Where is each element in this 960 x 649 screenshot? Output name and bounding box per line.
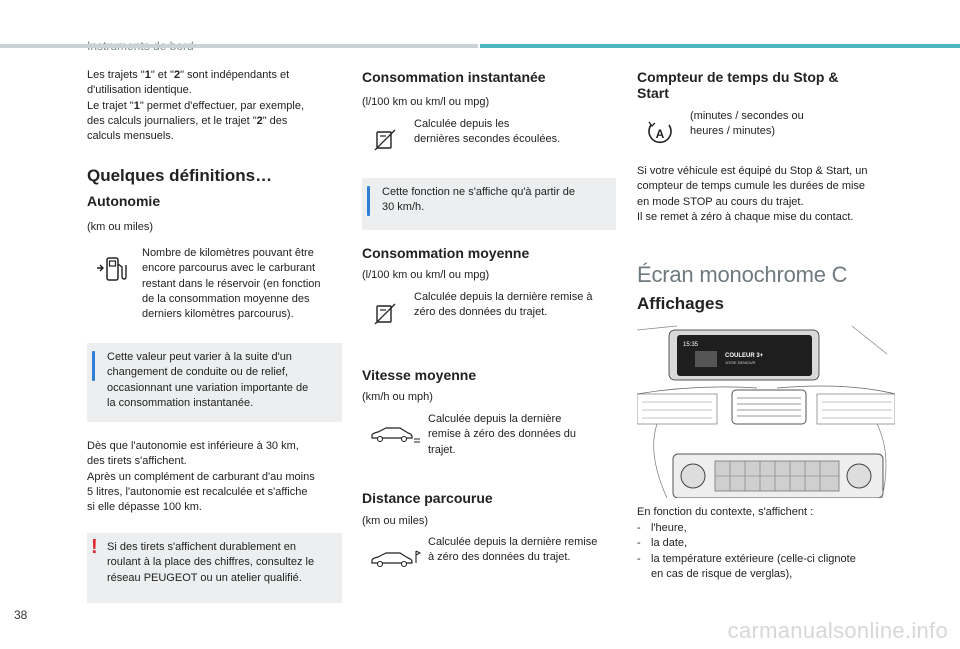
- desc-distance-parcourue: Calculée depuis la dernière remise à zéro des données du trajet.: [428, 536, 598, 564]
- unit-conso-instantanee: (l/100 km ou km/l ou mpg): [362, 96, 490, 108]
- stop-start-icon: [646, 119, 674, 152]
- heading-distance-parcourue: Distance parcourue: [362, 490, 493, 506]
- intro-paragraph: Les trajets "1" et "2" sont indépendants et d'utilisation identique. Le trajet "1" permet d'effectuer, par exemple, des calculs journaliers, et le trajet "2" des calculs mensuels.: [87, 69, 305, 143]
- desc-conso-instantanee: Calculée depuis les dernières secondes écoulées.: [414, 118, 561, 146]
- car-distance-icon: [370, 549, 422, 574]
- section-heading-definitions: Quelques définitions…: [87, 166, 273, 185]
- list-item: - la date,: [637, 537, 688, 550]
- display-list: [637, 521, 895, 582]
- fuel-consumption-icon: [374, 129, 396, 156]
- car-speed-icon: [370, 426, 422, 449]
- header-rule-left: [0, 44, 478, 48]
- heading-stop-start: Compteur de temps du Stop & Start: [637, 69, 839, 101]
- desc-conso-moyenne: Calculée depuis la dernière remise à zéro des données du trajet.: [414, 291, 593, 319]
- paragraph-tirets: Dès que l'autonomie est inférieure à 30 km, des tirets s'affichent. Après un complément de carburant d'au moins 5 litres, l'autonomie est recalculée et s'affiche si elle dépasse 100 km.: [87, 440, 315, 514]
- screen-time: 15:35: [683, 342, 699, 348]
- svg-text:A: A: [655, 127, 665, 141]
- info-marker: [92, 351, 95, 381]
- desc-vitesse-moyenne: Calculée depuis la dernière remise à zéro des données du trajet.: [428, 413, 576, 456]
- heading-vitesse-moyenne: Vitesse moyenne: [362, 367, 477, 383]
- fuel-pump-icon: [95, 254, 129, 289]
- info-marker: [367, 186, 370, 216]
- heading-affichages: Affichages: [637, 294, 724, 313]
- fuel-consumption-icon: [374, 303, 396, 330]
- warning-icon: !: [91, 536, 98, 558]
- paragraph-stop-start: Si votre véhicule est équipé du Stop & Start, un compteur de temps cumule les durées de mise en mode STOP au cours du trajet. Il se remet à zéro à chaque mise du contact.: [637, 165, 868, 223]
- list-item: - l'heure,: [637, 522, 687, 534]
- unit-conso-moyenne: (l/100 km ou km/l ou mpg): [362, 269, 490, 281]
- watermark-text: carmanualsonline.info: [727, 618, 948, 643]
- heading-conso-moyenne: Consommation moyenne: [362, 245, 530, 261]
- heading-conso-instantanee: Consommation instantanée: [362, 69, 546, 85]
- list-item: - la température extérieure (celle-ci clignote en cas de risque de verglas),: [637, 552, 856, 580]
- info-note-30kmh: Cette fonction ne s'affiche qu'à partir de 30 km/h.: [362, 178, 616, 230]
- info-note-autonomie: Cette valeur peut varier à la suite d'un changement de conduite ou de relief, occasionnant une variation importante de la consommation instantanée.: [87, 343, 342, 422]
- heading-autonomie: Autonomie: [87, 193, 161, 209]
- unit-autonomie: (km ou miles): [87, 221, 154, 233]
- page-number: 38: [14, 608, 28, 622]
- warning-note: ! Si des tirets s'affichent durablement en roulant à la place des chiffres, consultez le réseau PEUGEOT ou un atelier qualifié.: [87, 533, 342, 603]
- unit-stop-start: (minutes / secondes ou heures / minutes): [690, 110, 804, 138]
- dashboard-illustration: [637, 324, 895, 498]
- desc-autonomie: Nombre de kilomètres pouvant être encore parcourus avec le carburant restant dans le réservoir (en fonction de la consommation moyenne des derniers kilomètres parcourus).: [142, 247, 321, 321]
- unit-distance-parcourue: (km ou miles): [362, 515, 429, 527]
- screen-subtitle: JOSIE DEMOUR: [725, 360, 756, 365]
- chapter-title-ecran: Écran monochrome C: [637, 262, 848, 287]
- unit-vitesse-moyenne: (km/h ou mph): [362, 391, 433, 403]
- header-rule-right: [480, 44, 960, 48]
- screen-title: COULEUR 3+: [725, 353, 764, 359]
- context-intro: En fonction du contexte, s'affichent :: [637, 506, 814, 518]
